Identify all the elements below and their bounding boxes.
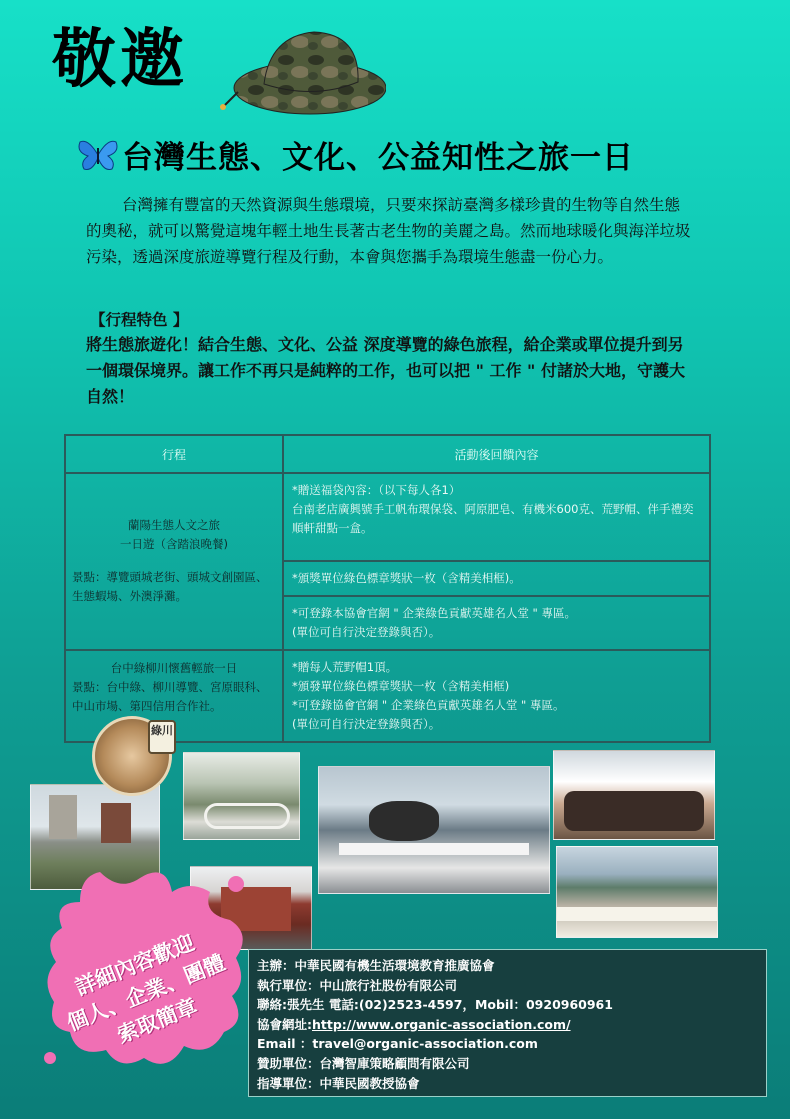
route1-reward1: *贈送福袋內容：（以下每人各1） 台南老店廣興號手工帆布環保袋、阿原肥皂、有機米600克、荒野帽、伴手禮奕順軒甜點一盒。 <box>283 473 710 561</box>
email-line[interactable]: Email ：travel@organic-association.com <box>257 1036 538 1052</box>
camouflage-hat-image <box>218 22 386 122</box>
page-title: 敬邀 <box>52 23 188 97</box>
subtitle-row <box>78 132 634 177</box>
photo-toast-crowd <box>553 750 715 840</box>
route1-cell <box>65 473 283 650</box>
organizer-info-box <box>248 949 767 1097</box>
route2-spots: 景點：台中綠、柳川導覽、宮原眼科、中山市場、第四信用合作社。 <box>72 680 268 713</box>
route1-reward2: *頒獎單位綠色標章獎狀一枚（含精美相框)。 <box>283 561 710 596</box>
col-route-header: 行程 <box>65 435 283 473</box>
website-link[interactable]: http://www.organic-association.com/ <box>312 1016 571 1032</box>
itinerary-table <box>64 434 711 743</box>
guidance-line: 指導單位：中華民國教授協會 <box>257 1075 420 1091</box>
photo-river-walkway <box>183 752 300 840</box>
organizer-line: 主辦：中華民國有機生活環境教育推廣協會 <box>257 958 495 973</box>
website-line <box>257 1015 758 1035</box>
table-header-row <box>65 435 710 473</box>
lyu-river-tag-text: 綠川 <box>151 724 173 737</box>
intro-text: 台灣擁有豐富的天然資源與生態環境，只要來探訪臺灣多樣珍貴的生物等自然生態的奧秘，就可以驚覺這塊年輕土地生長著古老生物的美麗之島。然而地球暖化與海洋垃圾污染，透過深度旅遊導覽行程及行動，本會與您攜手為環境生態盡一份心力。 <box>86 196 691 266</box>
contact-line: 聯絡:張先生 電話:(02)2523-4597，Mobil：0920960961 <box>257 997 613 1013</box>
website-label: 協會網址: <box>257 1016 312 1032</box>
col-reward-header: 活動後回饋內容 <box>283 435 710 473</box>
features-heading: 【行程特色 】 <box>90 311 189 329</box>
route2-reward: *贈每人荒野帽1頂。 *頒發單位綠色標章獎狀一枚（含精美相框) *可登錄協會官網 " 企業綠色貢獻英雄名人堂 " 專區。 (單位可自行決定登錄與否）。 <box>283 650 710 742</box>
butterfly-icon <box>78 138 118 172</box>
sponsor-line: 贊助單位：台灣智庫策略顧問有限公司 <box>257 1055 470 1071</box>
brochure-request-text: 詳細內容歡迎 個人、企業、團體 索取簡章 <box>63 930 229 1048</box>
intro-paragraph <box>86 192 692 270</box>
table-row <box>65 473 710 561</box>
executor-line: 執行單位：中山旅行社股份有限公司 <box>257 977 458 993</box>
photo-beach-dinner <box>318 766 550 894</box>
subtitle: 台灣生態、文化、公益知性之旅一日 <box>122 140 634 176</box>
features-body: 將生態旅遊化！結合生態、文化、公益 深度導覽的綠色旅程，給企業或單位提升到另一個環保境界。讓工作不再只是純粹的工作，也可以把 " 工作 " 付諸於大地，守護大自然！ <box>86 335 685 406</box>
route2-name: 台中綠柳川懷舊輕旅一日 <box>110 661 238 675</box>
route1-reward3: *可登錄本協會官網 " 企業綠色貢獻英雄名人堂 " 專區。 (單位可自行決定登錄與否）。 <box>283 596 710 650</box>
route1-name: 蘭陽生態人文之旅 一日遊（含踏浪晚餐) <box>120 518 228 551</box>
route1-spots: 景點：導覽頭城老街、頭城文創園區、生態蝦場、外澳淨灘。 <box>72 570 268 603</box>
photo-seaside-tables <box>556 846 718 938</box>
